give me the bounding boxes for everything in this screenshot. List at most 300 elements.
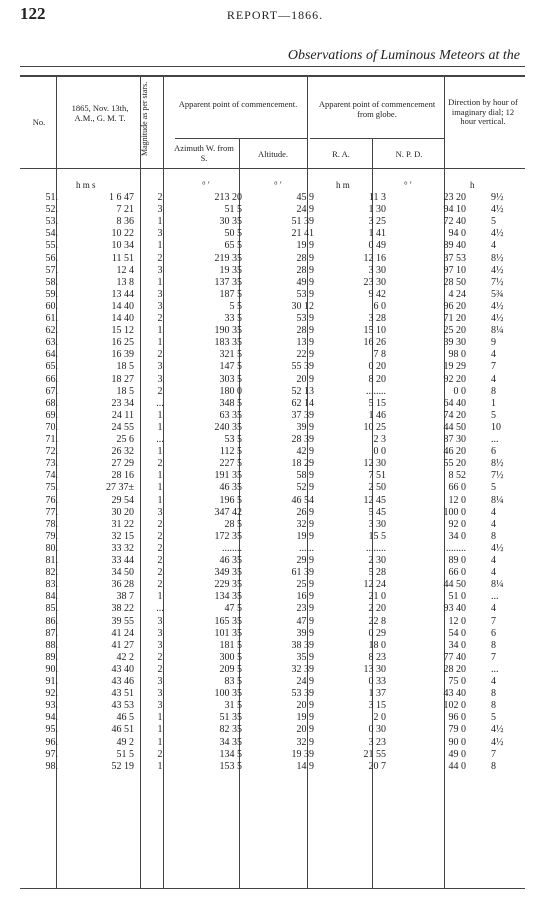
- cell-dir: 4½: [491, 313, 504, 324]
- table-row: [22, 325, 522, 337]
- cell-npd: 23 20: [443, 192, 466, 203]
- cell-dir: 8: [491, 530, 496, 542]
- cell-ra: 16 26: [363, 337, 386, 349]
- cell-alt: 14 9: [296, 760, 314, 772]
- header-apparent-globe: Apparent point of commencement from globe.: [318, 99, 436, 119]
- cell-az: 33 5: [224, 313, 242, 324]
- cell-npd: 64 40: [443, 397, 466, 409]
- cell-no: 75.: [45, 482, 58, 494]
- rule-bottom: [20, 888, 525, 889]
- cell-ra: 3 30: [368, 264, 386, 276]
- cell-ra: 6 0: [373, 300, 386, 312]
- cell-ra: 0 0: [373, 446, 386, 458]
- cell-mag: 3: [157, 264, 163, 276]
- cell-mag: 2: [157, 542, 163, 554]
- cell-alt: 19 9: [296, 530, 314, 542]
- cell-time: 30 20: [111, 506, 134, 518]
- cell-npd: 97 10: [443, 264, 466, 276]
- cell-time: 51 5: [116, 748, 134, 760]
- cell-alt: 22 9: [296, 349, 314, 361]
- table-row: [22, 337, 522, 349]
- cell-alt: 45 9: [296, 192, 314, 203]
- cell-npd: 37 53: [443, 252, 466, 264]
- cell-az: 65 5: [224, 240, 242, 252]
- cell-no: 91.: [45, 676, 58, 687]
- cell-dir: ...: [491, 434, 499, 445]
- cell-ra: ........: [366, 385, 386, 397]
- cell-dir: 5: [491, 216, 496, 228]
- cell-time: 8 36: [116, 216, 134, 228]
- cell-alt: 37 39: [291, 409, 314, 421]
- cell-time: 13 44: [111, 288, 134, 300]
- cell-mag: 2: [157, 192, 163, 203]
- cell-mag: 3: [157, 688, 163, 700]
- table-row: [22, 676, 522, 688]
- cell-alt: 32 9: [296, 518, 314, 530]
- cell-az: 134 5: [219, 748, 242, 760]
- cell-alt: 39 9: [296, 421, 314, 433]
- cell-alt: 53 39: [291, 688, 314, 700]
- table-row: [22, 301, 522, 313]
- table-row: [22, 688, 522, 700]
- cell-no: 54.: [45, 228, 58, 240]
- cell-no: 98.: [45, 760, 58, 772]
- cell-dir: 10: [491, 421, 501, 433]
- table-row: [22, 531, 522, 543]
- cell-alt: 30 12: [291, 300, 314, 312]
- cell-dir: ...: [491, 591, 499, 603]
- cell-az: 137 35: [214, 276, 242, 288]
- cell-no: 62.: [45, 325, 58, 337]
- cell-alt: 28 9: [296, 252, 314, 264]
- cell-ra: 2 0: [373, 712, 386, 724]
- cell-alt: 25 9: [296, 579, 314, 591]
- cell-alt: 52 13: [291, 385, 314, 397]
- cell-dir: 7: [491, 615, 496, 627]
- cell-dir: 7: [491, 748, 496, 760]
- cell-az: 28 5: [224, 518, 242, 530]
- rule-sub-2: [310, 138, 444, 139]
- table-row: [22, 712, 522, 724]
- cell-dir: 7: [491, 651, 496, 663]
- rule-sub-1: [175, 138, 307, 139]
- cell-dir: 5: [491, 712, 496, 724]
- cell-time: 46 51: [111, 724, 134, 736]
- cell-ra: 12 16: [363, 252, 386, 264]
- cell-az: 153 5: [219, 760, 242, 772]
- cell-time: 28 16: [111, 470, 134, 482]
- cell-npd: 28 50: [443, 276, 466, 288]
- cell-mag: 1: [157, 240, 163, 252]
- table-row: [22, 192, 522, 204]
- cell-no: 87.: [45, 627, 58, 639]
- cell-dir: 7: [491, 361, 496, 373]
- rule-header-bottom: [20, 168, 525, 169]
- cell-mag: 1: [157, 337, 163, 349]
- cell-dir: 6: [491, 446, 496, 458]
- cell-ra: 1 46: [368, 409, 386, 421]
- cell-alt: 24 9: [296, 204, 314, 216]
- cell-time: 14 40: [111, 313, 134, 324]
- cell-mag: 3: [157, 506, 163, 518]
- cell-az: 300 5: [219, 651, 242, 663]
- header-npd: N. P. D.: [395, 149, 423, 159]
- cell-dir: 5¾: [491, 288, 504, 300]
- cell-dir: 4: [491, 506, 496, 518]
- cell-npd: 100 0: [443, 506, 466, 518]
- cell-time: 42 2: [116, 651, 134, 663]
- cell-alt: 51 39: [291, 216, 314, 228]
- table-row: [22, 591, 522, 603]
- table-row: [22, 470, 522, 482]
- cell-npd: 51 0: [448, 591, 466, 603]
- cell-no: 97.: [45, 748, 58, 760]
- cell-no: 56.: [45, 252, 58, 264]
- cell-time: 27 37±: [106, 482, 134, 494]
- table-row: [22, 603, 522, 615]
- cell-mag: 2: [157, 555, 163, 566]
- cell-no: 68.: [45, 397, 58, 409]
- table-row: [22, 616, 522, 628]
- cell-time: 10 34: [111, 240, 134, 252]
- cell-alt: 52 9: [296, 482, 314, 494]
- cell-mag: 1: [157, 446, 163, 458]
- cell-time: 49 2: [116, 736, 134, 748]
- table-row: [22, 761, 522, 773]
- cell-no: 53.: [45, 216, 58, 228]
- unit-dir: h: [470, 180, 475, 190]
- cell-no: 95.: [45, 724, 58, 736]
- cell-no: 74.: [45, 470, 58, 482]
- table-row: [22, 482, 522, 494]
- cell-mag: 2: [157, 518, 163, 530]
- cell-npd: 12 0: [448, 494, 466, 506]
- cell-ra: 5 28: [368, 567, 386, 579]
- cell-time: 52 19: [111, 760, 134, 772]
- table-row: [22, 204, 522, 216]
- cell-no: 60.: [45, 300, 58, 312]
- cell-az: 348 5: [219, 397, 242, 409]
- cell-alt: 28 9: [296, 264, 314, 276]
- cell-ra: 12 30: [363, 458, 386, 470]
- table-row: [22, 289, 522, 301]
- header-ra: R. A.: [332, 149, 350, 159]
- cell-time: 16 25: [111, 337, 134, 349]
- cell-az: 31 5: [224, 700, 242, 712]
- cell-alt: 42 9: [296, 446, 314, 458]
- table-row: [22, 652, 522, 664]
- cell-az: 303 5: [219, 373, 242, 385]
- cell-mag: 2: [157, 651, 163, 663]
- cell-dir: 8: [491, 688, 496, 700]
- cell-no: 89.: [45, 651, 58, 663]
- cell-time: 25 6: [116, 434, 134, 445]
- cell-mag: 1: [157, 216, 163, 228]
- table-row: [22, 398, 522, 410]
- cell-ra: 5 45: [368, 506, 386, 518]
- cell-ra: 2 30: [368, 555, 386, 566]
- cell-az: 46 35: [219, 555, 242, 566]
- cell-no: 69.: [45, 409, 58, 421]
- cell-az: 134 35: [214, 591, 242, 603]
- cell-dir: 4: [491, 555, 496, 566]
- page-number: 122: [20, 4, 46, 23]
- cell-time: 14 40: [111, 300, 134, 312]
- cell-dir: 4½: [491, 724, 504, 736]
- cell-alt: 39 9: [296, 627, 314, 639]
- table-row: [22, 216, 522, 228]
- cell-ra: 18 0: [368, 639, 386, 651]
- cell-az: 83 5: [224, 676, 242, 687]
- cell-mag: 3: [157, 228, 163, 240]
- cell-time: 1 6 47: [109, 192, 134, 203]
- table-row: [22, 240, 522, 252]
- cell-alt: 18 29: [291, 458, 314, 470]
- cell-az: 51 35: [219, 712, 242, 724]
- cell-npd: 12 0: [448, 615, 466, 627]
- cell-npd: 77 40: [443, 651, 466, 663]
- cell-mag: 1: [157, 494, 163, 506]
- cell-ra: ........: [366, 542, 386, 554]
- cell-npd: 49 0: [448, 748, 466, 760]
- unit-alt: ° ′: [274, 180, 282, 190]
- cell-no: 83.: [45, 579, 58, 591]
- cell-ra: 8 23: [368, 651, 386, 663]
- cell-dir: 8: [491, 700, 496, 712]
- cell-alt: 55 39: [291, 361, 314, 373]
- cell-no: 84.: [45, 591, 58, 603]
- table-row: [22, 313, 522, 325]
- cell-ra: 10 25: [363, 421, 386, 433]
- cell-npd: 79 0: [448, 724, 466, 736]
- cell-ra: 1 30: [368, 204, 386, 216]
- cell-time: 7 21: [116, 204, 134, 216]
- cell-alt: 29 9: [296, 555, 314, 566]
- cell-mag: 2: [157, 567, 163, 579]
- cell-dir: 4: [491, 518, 496, 530]
- cell-dir: 1: [491, 397, 496, 409]
- cell-alt: 53 9: [296, 313, 314, 324]
- cell-alt: 28 39: [291, 434, 314, 445]
- cell-dir: 8: [491, 639, 496, 651]
- cell-no: 78.: [45, 518, 58, 530]
- cell-alt: 32 39: [291, 663, 314, 675]
- header-altitude: Altitude.: [258, 149, 288, 159]
- table-row: [22, 277, 522, 289]
- cell-az: 321 5: [219, 349, 242, 361]
- table-row: [22, 749, 522, 761]
- cell-time: 24 55: [111, 421, 134, 433]
- cell-ra: 1 41: [368, 228, 386, 240]
- cell-npd: 54 0: [448, 627, 466, 639]
- cell-time: 32 15: [111, 530, 134, 542]
- cell-ra: 15 5: [368, 530, 386, 542]
- cell-no: 94.: [45, 712, 58, 724]
- cell-az: 112 5: [219, 446, 242, 458]
- cell-no: 65.: [45, 361, 58, 373]
- cell-no: 79.: [45, 530, 58, 542]
- cell-no: 92.: [45, 688, 58, 700]
- unit-npd: ° ′: [404, 180, 412, 190]
- cell-ra: 0 33: [368, 676, 386, 687]
- cell-time: 33 44: [111, 555, 134, 566]
- table-row: [22, 507, 522, 519]
- table-row: [22, 410, 522, 422]
- cell-alt: 19 9: [296, 712, 314, 724]
- table-row: [22, 349, 522, 361]
- cell-ra: 3 15: [368, 700, 386, 712]
- cell-npd: 89 40: [443, 240, 466, 252]
- cell-ra: 3 25: [368, 216, 386, 228]
- cell-npd: 87 30: [443, 434, 466, 445]
- unit-time: h m s: [76, 180, 96, 190]
- table-row: [22, 724, 522, 736]
- cell-dir: 8½: [491, 458, 504, 470]
- cell-npd: 66 0: [448, 482, 466, 494]
- cell-ra: 7 8: [373, 349, 386, 361]
- cell-time: 12 4: [116, 264, 134, 276]
- cell-no: 64.: [45, 349, 58, 361]
- cell-time: 24 11: [111, 409, 134, 421]
- table-row: [22, 640, 522, 652]
- cell-az: 181 5: [219, 639, 242, 651]
- cell-az: 227 5: [219, 458, 242, 470]
- cell-npd: 74 20: [443, 409, 466, 421]
- table-row: [22, 700, 522, 712]
- cell-npd: 8 52: [448, 470, 466, 482]
- table-row: [22, 737, 522, 749]
- cell-no: 55.: [45, 240, 58, 252]
- cell-az: 172 35: [214, 530, 242, 542]
- cell-az: 30 35: [219, 216, 242, 228]
- cell-npd: 44 50: [443, 579, 466, 591]
- cell-alt: 53 9: [296, 288, 314, 300]
- table-row: [22, 579, 522, 591]
- cell-ra: 3 28: [368, 313, 386, 324]
- header-direction: Direction by hour of imaginary dial; 12 hour vertical.: [448, 97, 518, 126]
- header-apparent-point: Apparent point of commencement.: [178, 99, 298, 109]
- cell-npd: 44 0: [448, 760, 466, 772]
- cell-npd: 66 0: [448, 567, 466, 579]
- cell-mag: 3: [157, 300, 163, 312]
- cell-time: 43 53: [111, 700, 134, 712]
- cell-az: 5 5: [229, 300, 242, 312]
- cell-dir: 4½: [491, 228, 504, 240]
- cell-mag: 2: [157, 530, 163, 542]
- table-row: [22, 555, 522, 567]
- cell-time: 31 22: [111, 518, 134, 530]
- cell-alt: 61 39: [291, 567, 314, 579]
- cell-ra: 2 50: [368, 482, 386, 494]
- cell-time: 34 50: [111, 567, 134, 579]
- cell-mag: 2: [157, 385, 163, 397]
- cell-az: 349 35: [214, 567, 242, 579]
- cell-alt: 49 9: [296, 276, 314, 288]
- cell-dir: 8½: [491, 252, 504, 264]
- cell-mag: 1: [157, 421, 163, 433]
- cell-ra: 0 49: [368, 240, 386, 252]
- header-time: 1865, Nov. 13th, A.M., G. M. T.: [71, 103, 129, 123]
- header-no: No.: [32, 117, 46, 127]
- cell-az: 50 5: [224, 228, 242, 240]
- cell-npd: 4 24: [448, 288, 466, 300]
- cell-mag: 3: [157, 204, 163, 216]
- cell-time: 18 27: [111, 373, 134, 385]
- cell-no: 52.: [45, 204, 58, 216]
- unit-ra: h m: [336, 180, 350, 190]
- cell-az: 191 35: [214, 470, 242, 482]
- cell-ra: 12 24: [363, 579, 386, 591]
- cell-az: 190 35: [214, 325, 242, 337]
- cell-ra: 8 20: [368, 373, 386, 385]
- cell-ra: 22 8: [368, 615, 386, 627]
- cell-mag: 3: [157, 288, 163, 300]
- cell-az: 100 35: [214, 688, 242, 700]
- table-row: [22, 434, 522, 446]
- cell-npd: 44 50: [443, 421, 466, 433]
- cell-time: 43 40: [111, 663, 134, 675]
- cell-az: ........: [222, 542, 242, 554]
- cell-no: 67.: [45, 385, 58, 397]
- cell-az: 219 35: [214, 252, 242, 264]
- table-row: [22, 446, 522, 458]
- cell-time: 23 34: [111, 397, 134, 409]
- cell-npd: 102 0: [443, 700, 466, 712]
- cell-npd: 34 0: [448, 530, 466, 542]
- table-row: [22, 664, 522, 676]
- cell-time: 29 54: [111, 494, 134, 506]
- cell-time: 18 5: [116, 361, 134, 373]
- table-row: [22, 422, 522, 434]
- cell-alt: 28 9: [296, 325, 314, 337]
- cell-mag: 3: [157, 627, 163, 639]
- cell-npd: 72 40: [443, 216, 466, 228]
- cell-az: 229 35: [214, 579, 242, 591]
- cell-no: 86.: [45, 615, 58, 627]
- table-row: [22, 543, 522, 555]
- section-title: Observations of Luminous Meteors at the: [287, 48, 520, 63]
- cell-ra: 3 30: [368, 518, 386, 530]
- cell-alt: 16 9: [296, 591, 314, 603]
- cell-az: 183 35: [214, 337, 242, 349]
- cell-npd: 94 0: [448, 228, 466, 240]
- cell-no: 72.: [45, 446, 58, 458]
- cell-dir: 4: [491, 676, 496, 687]
- cell-no: 59.: [45, 288, 58, 300]
- cell-mag: 1: [157, 325, 163, 337]
- table-row: [22, 628, 522, 640]
- cell-dir: 8¼: [491, 494, 504, 506]
- table-row: [22, 228, 522, 240]
- cell-no: 61.: [45, 313, 58, 324]
- cell-time: 46 5: [116, 712, 134, 724]
- cell-mag: 3: [157, 700, 163, 712]
- cell-mag: 2: [157, 748, 163, 760]
- cell-time: 36 28: [111, 579, 134, 591]
- cell-no: 63.: [45, 337, 58, 349]
- cell-dir: 5: [491, 482, 496, 494]
- cell-alt: 58 9: [296, 470, 314, 482]
- cell-mag: 2: [157, 313, 163, 324]
- cell-az: 147 5: [219, 361, 242, 373]
- cell-npd: ........: [446, 542, 466, 554]
- cell-alt: 62 14: [291, 397, 314, 409]
- cell-npd: 75 0: [448, 676, 466, 687]
- cell-no: 77.: [45, 506, 58, 518]
- cell-no: 58.: [45, 276, 58, 288]
- cell-ra: 2 3: [373, 434, 386, 445]
- cell-npd: 0 0: [453, 385, 466, 397]
